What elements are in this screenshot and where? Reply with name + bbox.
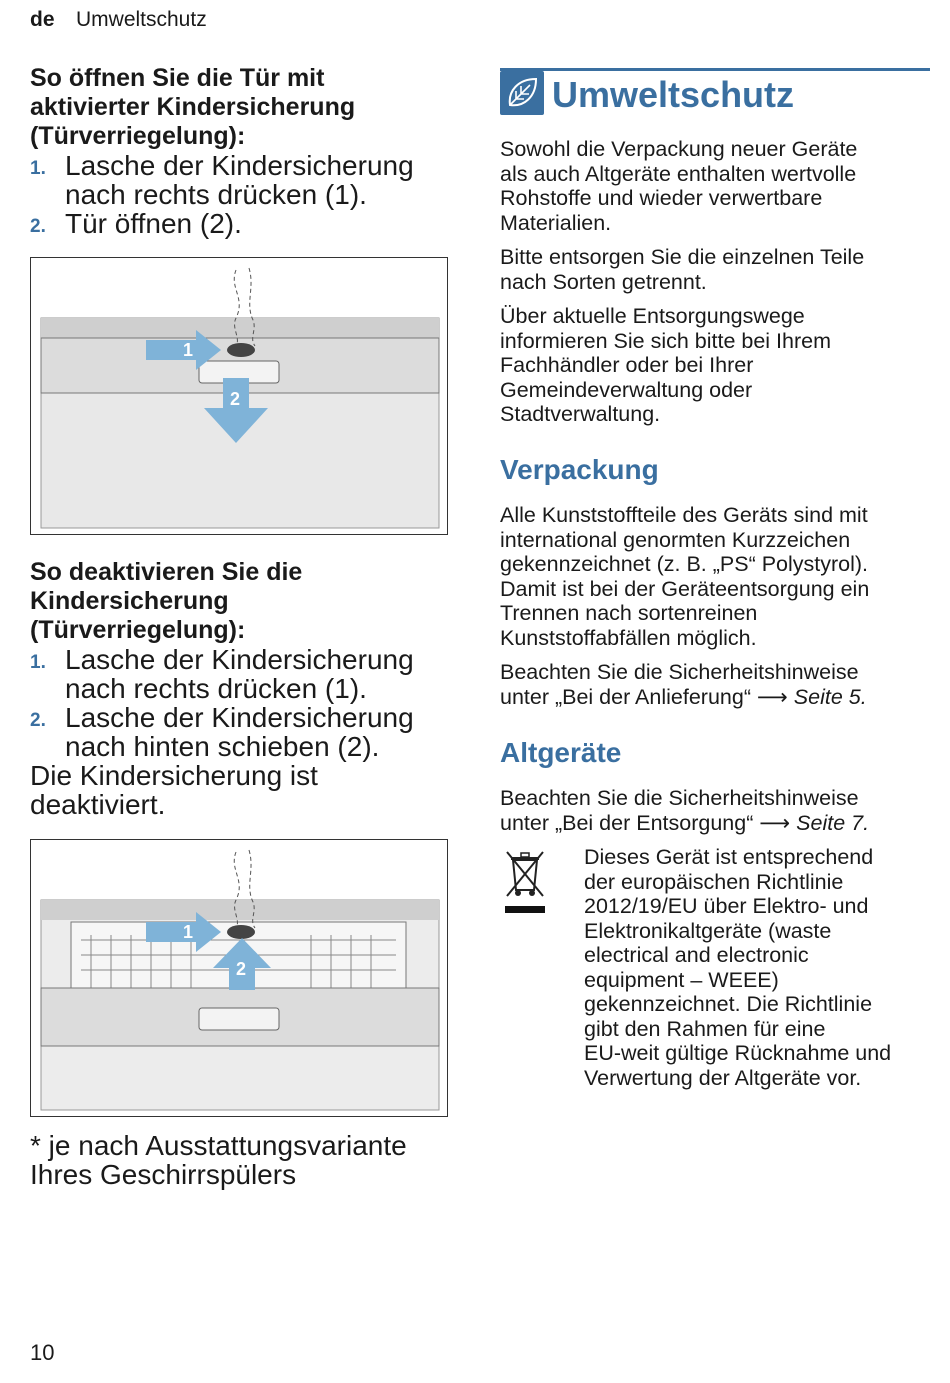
footnote: * je nach Ausstattungsvariante Ihres Geschirrspülers [30, 1130, 407, 1190]
dishwasher-rack-illustration [31, 840, 446, 1115]
deactivate-heading: So deaktivieren Sie die Kindersicherung (Türverriegelung): [30, 558, 303, 644]
page-reference-link[interactable]: Seite 7. [796, 810, 870, 835]
svg-text:2: 2 [236, 959, 247, 979]
open-door-heading: So öffnen Sie die Tür mit aktivierter Kindersicherung (Türverriegelung): [30, 64, 356, 150]
old-appliances-text [500, 786, 930, 835]
section-rule [500, 68, 930, 71]
deactivate-section [30, 558, 470, 819]
intro-paragraph-3: Über aktuelle Entsorgungswege informieren Sie sich bitte bei Ihrem Fachhändler oder bei Ihrer Gemeindeverwaltung oder Stadtverwaltung. [500, 304, 832, 426]
section-title: Umweltschutz [552, 74, 795, 115]
page-number: 10 [30, 1340, 55, 1365]
packaging-paragraph-2: Beachten Sie die Sicherheitshinweise unter „Bei der Anlieferung“ ⟶ Seite 5. [500, 660, 867, 709]
deactivate-step-2: 2. Lasche der Kindersicherung nach hinten schieben (2). [30, 702, 414, 762]
open-door-section [30, 64, 470, 238]
packaging-text [500, 503, 930, 709]
leaf-icon [500, 71, 544, 115]
arrow-right-icon: ⟶ [759, 810, 791, 835]
intro-paragraph-1: Sowohl die Verpackung neuer Geräte als auch Altgeräte enthalten wertvolle Rohstoffe und wieder verwertbare Materialien. [500, 137, 858, 235]
open-step-2: 2. Tür öffnen (2). [30, 208, 242, 239]
dishwasher-open-illustration [31, 258, 446, 533]
intro-text [500, 137, 930, 427]
arrow-right-icon: ⟶ [756, 684, 788, 709]
weee-text: Dieses Gerät ist entsprechend der europäischen Richtlinie 2012/19/EU über Elektro- und Elektronikaltgeräte (waste electrical and electronic equipment – WEEE) gekennzeichnet. Die Richtlinie gibt den Rahmen für eine EU-weit gültige Rücknahme und Verwertung der Altgeräte vor. [584, 845, 892, 1090]
intro-paragraph-2: Bitte entsorgen Sie die einzelnen Teile nach Sorten getrennt. [500, 245, 865, 294]
page-reference-link[interactable]: Seite 5. [793, 684, 867, 709]
figure-deactivate [30, 839, 448, 1117]
figure-open-door [30, 257, 448, 535]
open-step-1: 1. Lasche der Kindersicherung nach rechts drücken (1). [30, 150, 414, 210]
crossed-out-bin-icon [502, 848, 548, 918]
old-appliances-paragraph: Beachten Sie die Sicherheitshinweise unter „Bei der Entsorgung“ ⟶ Seite 7. [500, 786, 870, 835]
old-appliances-heading: Altgeräte [500, 737, 622, 768]
svg-text:1: 1 [183, 922, 194, 942]
running-header-title: Umweltschutz [76, 8, 207, 31]
packaging-paragraph-1: Alle Kunststoffteile des Geräts sind mit international genormten Kurzzeichen gekennzeichnet (z. B. „PS“ Polystyrol). Damit ist bei der Geräteentsorgung ein Trennen nach sortenreinen Kunststoffabfällen möglich. [500, 503, 870, 650]
language-code: de [30, 8, 55, 31]
svg-text:2: 2 [230, 389, 241, 409]
deactivate-step-1: 1. Lasche der Kindersicherung nach rechts drücken (1). [30, 644, 414, 704]
svg-text:1: 1 [183, 340, 194, 360]
deactivate-result: Die Kindersicherung ist deaktiviert. [30, 760, 318, 820]
packaging-heading: Verpackung [500, 454, 659, 485]
